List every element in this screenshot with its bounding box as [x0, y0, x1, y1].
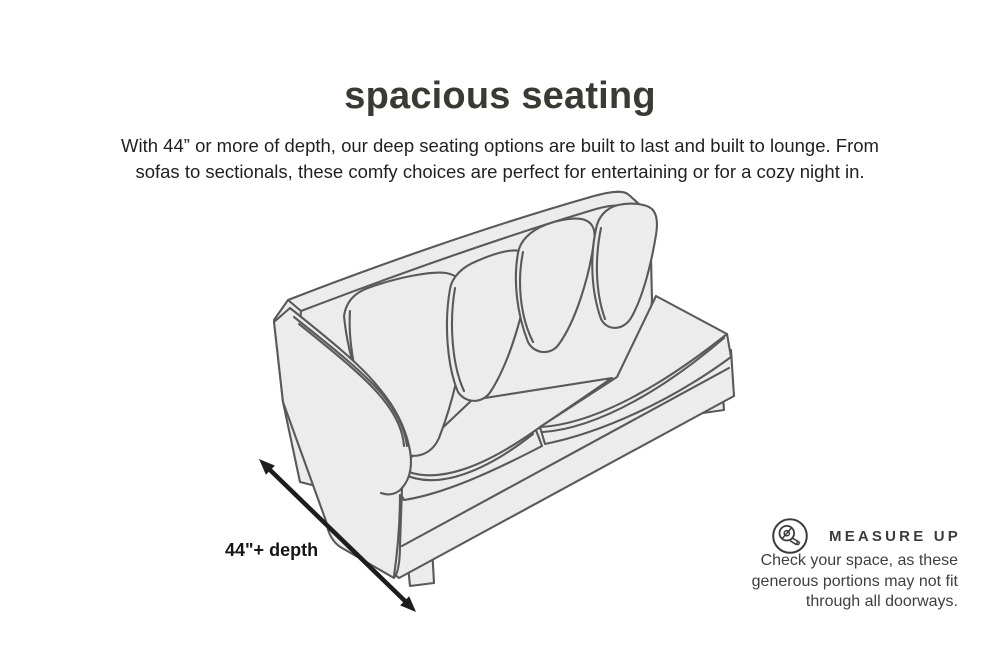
depth-dimension-label: 44"+ depth	[225, 540, 319, 560]
measure-up-note-line-2: generous portions may not fit	[751, 572, 958, 590]
measure-up-heading: MEASURE UP	[829, 528, 962, 545]
page-title: spacious seating	[344, 75, 656, 118]
intro-line-2: sofas to sectionals, these comfy choices are perfect for entertaining or for a cozy night in.	[135, 160, 865, 182]
tape-measure-icon	[771, 517, 809, 555]
intro-line-1: With 44” or more of depth, our deep seating options are built to last and built to lounge. From	[121, 134, 879, 156]
measure-up-note-line-3: through all doorways.	[805, 593, 958, 610]
measure-up-note-line-1: Check your space, as these	[760, 552, 958, 569]
measure-up-note	[740, 551, 958, 613]
